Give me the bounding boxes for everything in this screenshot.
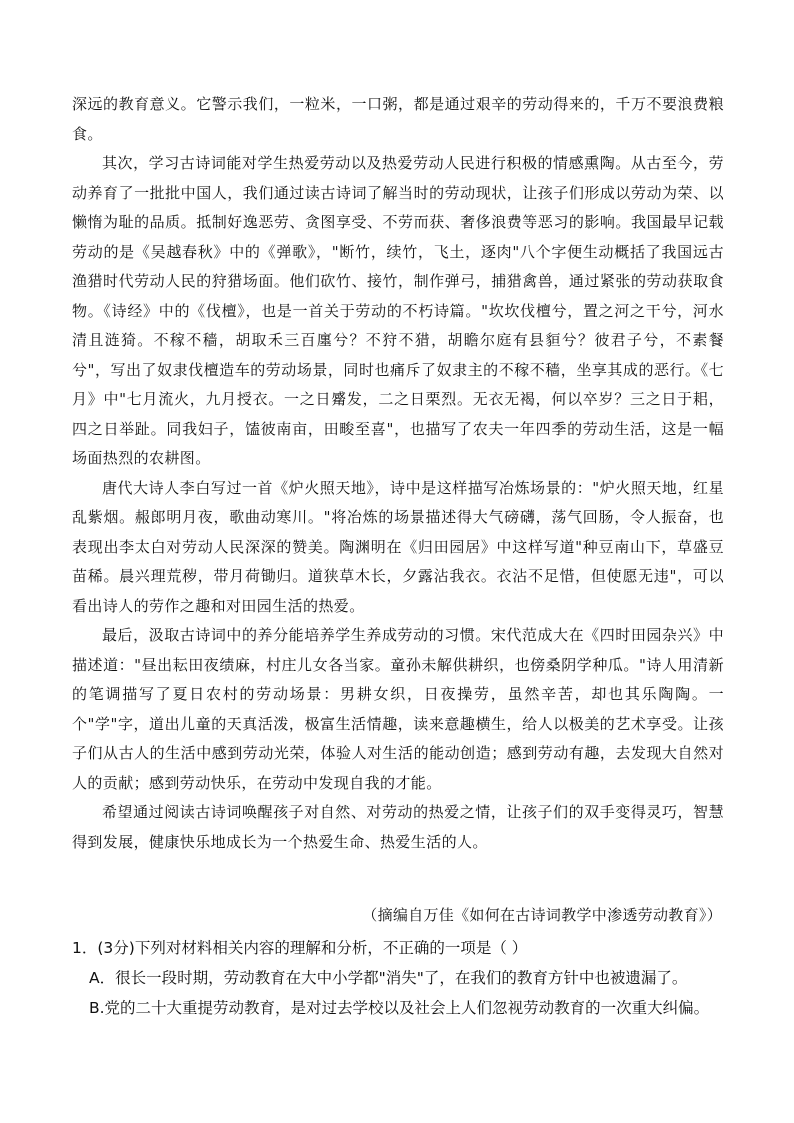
reading-passage bbox=[72, 90, 724, 857]
passage-paragraph-li-bai: 唐代大诗人李白写过一首《炉火照天地》，诗中是这样描写冶炼场景的："炉火照天地，红星乱紫烟。赧郎明月夜，歌曲动寒川。"将冶炼的场景描述得大气磅礴，荡气回肠，令人振奋，也表现出李太白对劳动人民深深的赞美。陶渊明在《归田园居》中这样写道"种豆南山下，草盛豆苗稀。晨兴理荒秽，带月荷锄归。道狭草木长，夕露沾我衣。衣沾不足惜，但使愿无违"，可以看出诗人的劳作之趣和对田园生活的热爱。 bbox=[72, 478, 724, 615]
option-b[interactable]: B.党的二十大重提劳动教育，是对过去学校以及社会上人们忽视劳动教育的一次重大纠偏。 bbox=[89, 999, 710, 1017]
passage-paragraph-final-point: 最后，汲取古诗词中的养分能培养学生养成劳动的习惯。宋代范成大在《四时田园杂兴》中描述道："昼出耘田夜绩麻，村庄儿女各当家。童孙未解供耕织，也傍桑阴学种瓜。"诗人用清新的笔调描写了夏日农村的劳动场景：男耕女织，日夜操劳，虽然辛苦，却也其乐陶陶。一个"学"字，道出儿童的天真活泼，极富生活情趣，读来意趣横生，给人以极美的艺术享受。让孩子们从古人的生活中感到劳动光荣，体验人对生活的能动创造；感到劳动有趣，去发现大自然对人的贡献；感到劳动快乐，在劳动中发现自我的才能。 bbox=[72, 626, 724, 792]
passage-paragraph-second-point: 其次，学习古诗词能对学生热爱劳动以及热爱劳动人民进行积极的情感熏陶。从古至今，劳动养育了一批批中国人，我们通过读古诗词了解当时的劳动现状，让孩子们形成以劳动为荣、以懒惰为耻的品质。抵制好逸恶劳、贪图享受、不劳而获、奢侈浪费等恶习的影响。我国最早记载劳动的是《吴越春秋》中的《弹歌》，"断竹，续竹，飞土，逐肉"八个字便生动概括了我国远古渔猎时代劳动人民的狩猎场面。他们砍竹、接竹，制作弹弓，捕猎禽兽，通过紧张的劳动获取食物。《诗经》中的《伐檀》，也是一首关于劳动的不朽诗篇。"坎坎伐檀兮，置之河之干兮，河水清且涟猗。不稼不穑，胡取禾三百廛兮？不狩不猎，胡瞻尔庭有县貆兮？彼君子兮，不素餐兮"，写出了奴隶伐檀造车的劳动场景，同时也痛斥了奴隶主的不稼不穑，坐享其成的恶行。《七月》中"七月流火，九月授衣。一之日觱发，二之日栗烈。无衣无褐，何以卒岁？三之日于耜，四之日举趾。同我妇子，馌彼南亩，田畯至喜"，也描写了农夫一年四季的劳动生活，这是一幅场面热烈的农耕图。 bbox=[72, 154, 724, 467]
passage-paragraph-conclusion: 希望通过阅读古诗词唤醒孩子对自然、对劳动的热爱之情，让孩子们的双手变得灵巧，智慧得到发展，健康快乐地成长为一个热爱生命、热爱生活的人。 bbox=[72, 803, 724, 851]
question-stem: 1．(3分)下列对材料相关内容的理解和分析，不正确的一项是（ ） bbox=[72, 939, 528, 957]
passage-paragraph-continuation: 深远的教育意义。它警示我们，一粒米，一口粥，都是通过艰辛的劳动得来的，千万不要浪费粮食。 bbox=[72, 95, 724, 143]
option-a[interactable]: A．很长一段时期，劳动教育在大中小学都"消失"了，在我们的教育方针中也被遗漏了。 bbox=[89, 969, 688, 987]
source-citation: （摘编自万佳《如何在古诗词教学中渗透劳动教育》） bbox=[362, 906, 722, 924]
question-1 bbox=[72, 933, 732, 1023]
